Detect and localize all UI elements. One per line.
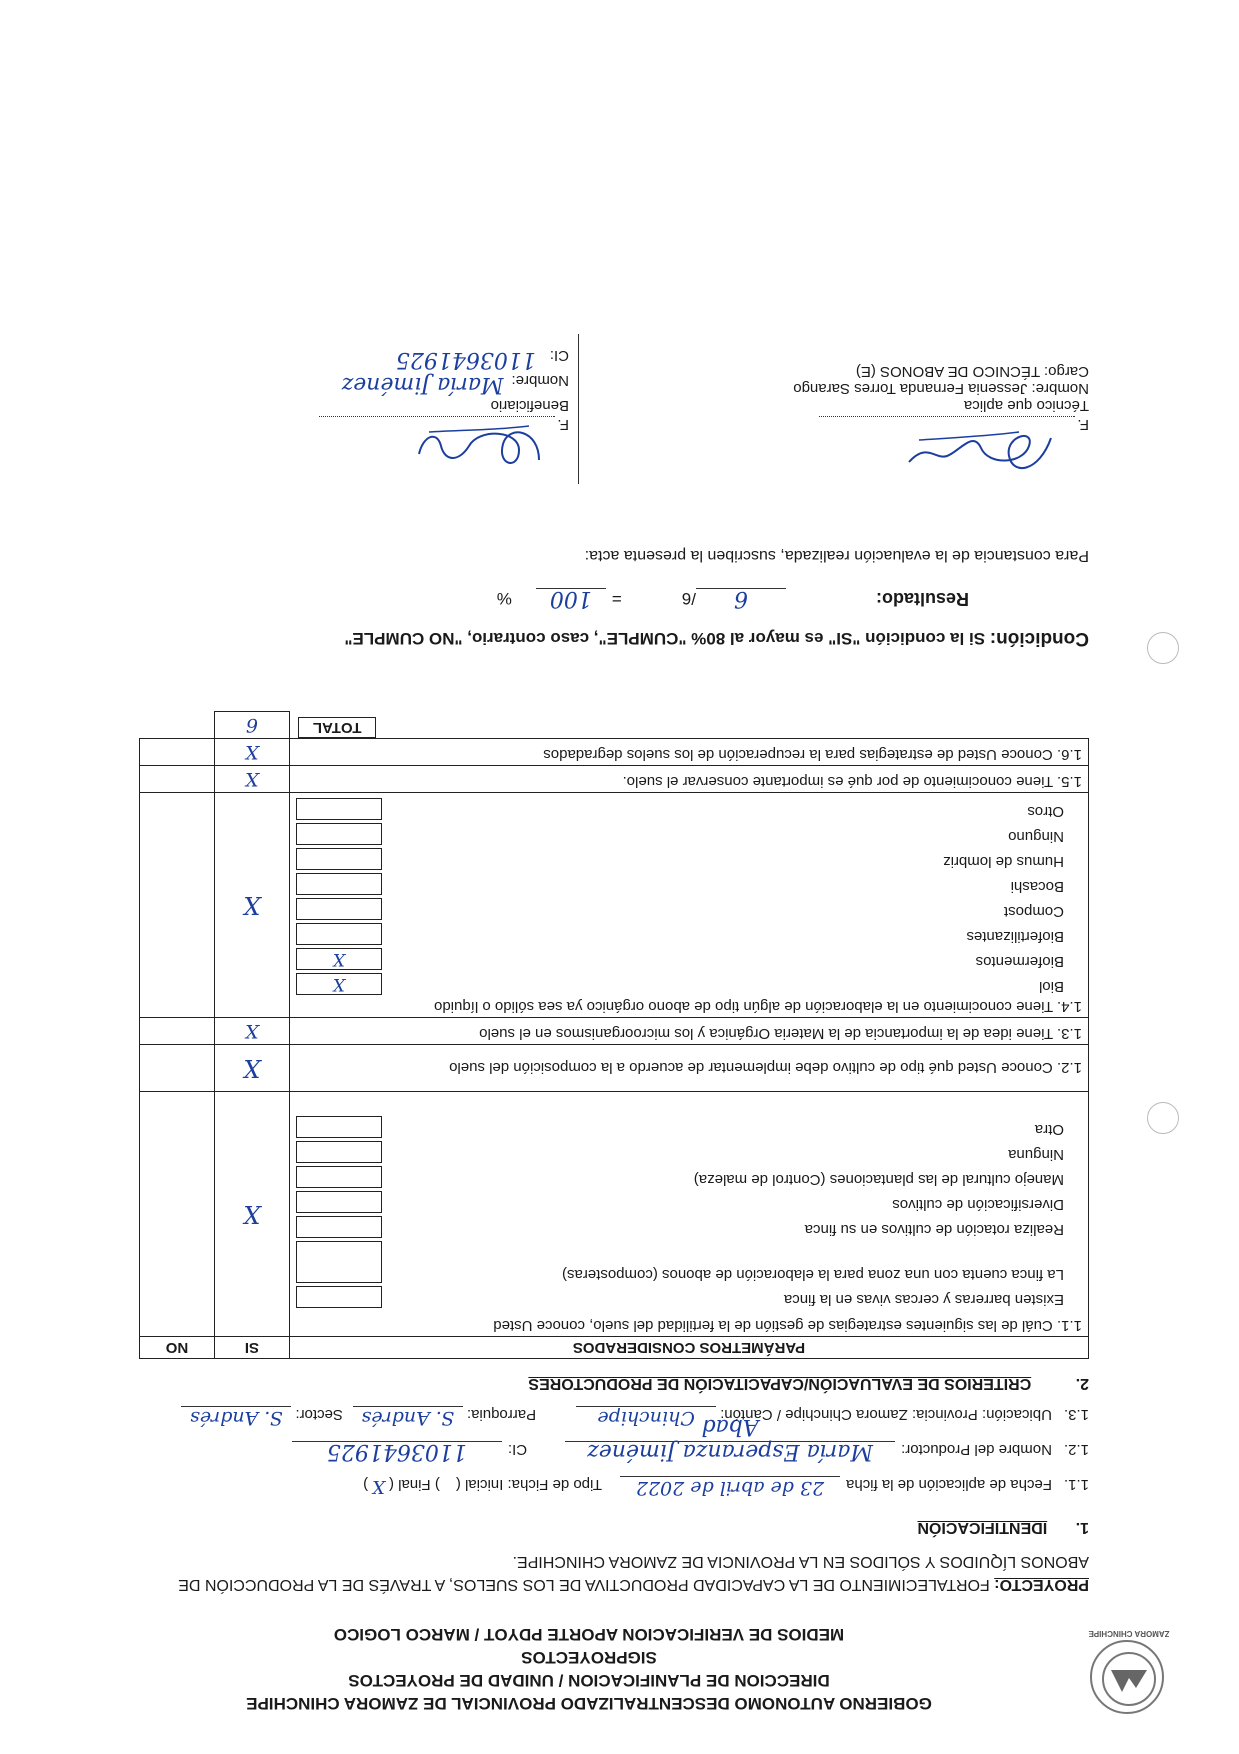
header-line-3: SIGPROYECTOS bbox=[521, 1648, 657, 1667]
criteria-number: 1.6. bbox=[1056, 746, 1082, 763]
option-1-4-g: Ninguno bbox=[296, 823, 1064, 845]
punch-hole-bottom bbox=[1147, 632, 1179, 664]
ubicacion-row bbox=[129, 1406, 1089, 1429]
option-1-4-f: Humus de lombriz bbox=[296, 848, 1064, 870]
option-1-4-c: Biofertilizantes bbox=[296, 923, 1064, 945]
beneficiario-name[interactable]: María Jiménez bbox=[341, 372, 504, 397]
criteria-row-1-6 bbox=[140, 739, 1089, 766]
criteria-row-1-4-question bbox=[296, 998, 1082, 1015]
parroquia-value[interactable]: S. Andrés bbox=[353, 1406, 463, 1429]
option-checkbox[interactable] bbox=[296, 798, 382, 820]
project-text: FORTALECIMIENTO DE LA CAPACIDAD PRODUCTIVA DE LOS SUELOS, A TRAVÉS DE LA PRODUCCIÓN DE ABONOS LÍQUIDOS Y SÓLIDOS EN LA PROVINCIA DE ZAMORA CHINCHIPE. bbox=[178, 1553, 1089, 1593]
criteria-text: Tiene conocimiento de por qué es importante conservar el suelo. bbox=[622, 773, 1054, 790]
option-checkbox[interactable] bbox=[296, 1241, 382, 1283]
criteria-row-1-5-no[interactable] bbox=[140, 766, 215, 793]
option-checkbox[interactable]: X bbox=[296, 948, 382, 970]
option-1-1-f: Ninguna bbox=[296, 1141, 1064, 1163]
criteria-row-1-2 bbox=[140, 1045, 1089, 1092]
criteria-table bbox=[139, 711, 1089, 1359]
fecha-row bbox=[139, 1476, 1089, 1499]
beneficiario-f-label: F. bbox=[557, 416, 569, 433]
section-1-title: IDENTIFICACIÓN bbox=[917, 1519, 1048, 1536]
option-checkbox[interactable] bbox=[296, 1286, 382, 1308]
option-checkbox[interactable]: X bbox=[296, 973, 382, 995]
criteria-row-1-3-no[interactable] bbox=[140, 1018, 215, 1045]
option-1-4-e: Bocashi bbox=[296, 873, 1064, 895]
tipo-final-mark[interactable]: X bbox=[372, 1476, 385, 1497]
criteria-text: Tiene idea de la importancia de la Materia Orgánica y los microorganismos en el suelo bbox=[479, 1025, 1054, 1042]
punch-hole-top bbox=[1147, 1102, 1179, 1134]
constancia-text: Para constancia de la evaluación realizada, suscriben la presenta acta: bbox=[584, 547, 1089, 564]
option-checkbox[interactable] bbox=[296, 1141, 382, 1163]
seal-text: ZAMORA CHINCHIPE bbox=[1088, 1629, 1170, 1638]
criteria-total-row bbox=[140, 712, 1089, 739]
criteria-row-1-5 bbox=[140, 766, 1089, 793]
productor-number: 1.2. bbox=[1063, 1441, 1089, 1458]
criteria-header-row bbox=[140, 1337, 1089, 1359]
option-1-1-a: Existen barreras y cercas vivas en la finca bbox=[296, 1286, 1064, 1308]
section-2-title: CRITERIOS DE EVALUACIÓN/CAPACITACIÓN DE PRODUCTORES bbox=[528, 1375, 1032, 1392]
signature-divider bbox=[578, 334, 579, 484]
criteria-text: Conoce Usted qué tipo de cultivo debe implementar de acuerdo a la composición del suelo bbox=[449, 1059, 1053, 1077]
project-block bbox=[149, 1550, 1089, 1596]
option-checkbox[interactable] bbox=[296, 1191, 382, 1213]
tecnico-signature-block bbox=[619, 363, 1089, 474]
criteria-text: Conoce Usted de estrategias para la recuperación de los suelos degradados bbox=[543, 746, 1053, 763]
criteria-row-1-1-no[interactable] bbox=[140, 1092, 215, 1337]
tecnico-signature bbox=[899, 416, 1059, 482]
option-1-4-h: Otros bbox=[296, 798, 1064, 820]
tecnico-cargo: Cargo: TÉCNICO DE ABONOS (E) bbox=[855, 363, 1089, 380]
result-percent: % bbox=[496, 589, 512, 608]
fecha-value[interactable]: 23 de abril de 2022 bbox=[620, 1476, 840, 1499]
result-equals: = bbox=[611, 589, 622, 608]
criteria-number: 1.2. bbox=[1056, 1059, 1082, 1077]
tipo-ficha-label: Tipo de Ficha: Inicial ( bbox=[455, 1476, 602, 1493]
tipo-close: ) bbox=[363, 1476, 369, 1493]
criteria-row-1-6-si[interactable]: X bbox=[214, 739, 289, 766]
beneficiario-ci[interactable]: 1103641925 bbox=[395, 347, 536, 372]
col-no: NO bbox=[140, 1337, 215, 1359]
tipo-final-label: ) Final ( bbox=[388, 1476, 440, 1493]
option-1-4-a: Biol X bbox=[296, 973, 1064, 995]
option-checkbox[interactable] bbox=[296, 1216, 382, 1238]
criteria-text: Tiene conocimiento en la elaboración de algún tipo de abono orgánico ya sea sólido o líquido bbox=[434, 998, 1054, 1015]
option-1-4-d: Compost bbox=[296, 898, 1064, 920]
criteria-row-1-3-si[interactable]: X bbox=[214, 1018, 289, 1045]
beneficiario-role: Beneficiario bbox=[490, 397, 569, 414]
beneficiario-ci-row bbox=[139, 347, 569, 372]
criteria-row-1-2-no[interactable] bbox=[140, 1045, 215, 1092]
criteria-number: 1.1. bbox=[1056, 1317, 1082, 1334]
option-1-1-d: Diversificación de cultivos bbox=[296, 1191, 1064, 1213]
condition-line bbox=[139, 627, 1089, 649]
header-line-1: GOBIERNO AUTONOMO DESCENTRALIZADO PROVINCIAL DE ZAMORA CHINCHIPE bbox=[246, 1694, 932, 1713]
option-1-1-c: Realiza rotación de cultivos en su finca bbox=[296, 1216, 1064, 1238]
condition-text: Si la condición "SI" es mayor al 80% "CUMPLE", caso contrario, "NO CUMPLE" bbox=[344, 629, 986, 648]
criteria-number: 1.5. bbox=[1056, 773, 1082, 790]
beneficiario-name-label: Nombre: bbox=[511, 372, 569, 389]
productor-value[interactable]: María Esperanza Jiménez Abad bbox=[565, 1441, 895, 1464]
result-value[interactable]: 100 bbox=[536, 588, 606, 611]
sector-label: Sector: bbox=[295, 1406, 343, 1423]
option-checkbox[interactable] bbox=[296, 923, 382, 945]
result-denominator: /6 bbox=[681, 589, 696, 608]
criteria-row-1-1-question bbox=[296, 1317, 1082, 1334]
tecnico-role: Técnico que aplica bbox=[963, 397, 1089, 414]
criteria-row-1-4-si[interactable]: X bbox=[214, 793, 289, 1018]
section-2-number: 2. bbox=[1075, 1375, 1089, 1392]
criteria-row-1-5-si[interactable]: X bbox=[214, 766, 289, 793]
option-1-1-e: Manejo cultural de las plantaciones (Control de maleza) bbox=[296, 1166, 1064, 1188]
productor-label: Nombre del Productor: bbox=[901, 1441, 1052, 1458]
parroquia-label: Parroquia: bbox=[466, 1406, 537, 1423]
option-checkbox[interactable] bbox=[296, 898, 382, 920]
canton-value[interactable]: Chinchipe bbox=[576, 1406, 716, 1429]
ubicacion-label: Ubicación: Provincia: Zamora Chinchipe / Cantón: bbox=[720, 1406, 1052, 1423]
criteria-row-1-4-no[interactable] bbox=[140, 793, 215, 1018]
result-numerator[interactable]: 6 bbox=[696, 588, 786, 611]
criteria-row-1-1 bbox=[140, 1092, 1089, 1337]
beneficiario-ci-label: CI: bbox=[549, 347, 569, 364]
total-si[interactable]: 6 bbox=[214, 712, 289, 739]
criteria-text: Cuál de las siguientes estrategias de gestión de la fertilidad del suelo, conoce Usted bbox=[493, 1317, 1053, 1334]
ubicacion-number: 1.3. bbox=[1063, 1406, 1089, 1423]
project-label: PROYECTO: bbox=[994, 1576, 1089, 1593]
option-checkbox[interactable] bbox=[296, 1166, 382, 1188]
option-checkbox[interactable] bbox=[296, 848, 382, 870]
ci-label: CI: bbox=[507, 1441, 528, 1458]
criteria-row-1-4 bbox=[140, 793, 1089, 1018]
header-line-2: DIRECCION DE PLANIFICACION / UNIDAD DE PROYECTOS bbox=[348, 1671, 830, 1690]
header-line-4: MEDIOS DE VERIFICACION APORTE PDYOT / MARCO LOGICO bbox=[333, 1625, 845, 1644]
section-1-heading bbox=[917, 1518, 1089, 1536]
col-si: SI bbox=[214, 1337, 289, 1359]
criteria-row-1-3 bbox=[140, 1018, 1089, 1045]
beneficiario-signature-block bbox=[139, 347, 569, 474]
provincial-seal bbox=[1090, 1640, 1164, 1714]
criteria-number: 1.3. bbox=[1056, 1025, 1082, 1042]
col-parametros: PARÁMETROS CONSIDERADOS bbox=[289, 1337, 1088, 1359]
total-label: TOTAL bbox=[298, 717, 377, 738]
criteria-row-1-6-no[interactable] bbox=[140, 739, 215, 766]
fecha-number: 1.1. bbox=[1063, 1476, 1089, 1493]
criteria-row-1-1-si[interactable]: X bbox=[214, 1092, 289, 1337]
option-1-1-b: La finca cuenta con una zona para la elaboración de abonos (composteras) bbox=[296, 1241, 1064, 1283]
section-2-heading bbox=[528, 1374, 1089, 1392]
criteria-row-1-1-params bbox=[289, 1092, 1088, 1337]
criteria-number: 1.4. bbox=[1056, 998, 1082, 1015]
result-label: Resultado: bbox=[875, 589, 969, 609]
beneficiario-name-row bbox=[139, 372, 569, 397]
option-checkbox[interactable] bbox=[296, 823, 382, 845]
option-1-4-b: Biofermentos X bbox=[296, 948, 1064, 970]
condition-label: Condición: bbox=[989, 628, 1089, 649]
beneficiario-signature bbox=[409, 414, 549, 480]
criteria-row-1-2-si[interactable]: X bbox=[214, 1045, 289, 1092]
ci-value[interactable]: 1103641925 bbox=[292, 1441, 502, 1464]
result-line bbox=[497, 588, 969, 611]
option-checkbox[interactable] bbox=[296, 1116, 382, 1138]
fecha-label: Fecha de aplicación de la ficha bbox=[846, 1476, 1052, 1493]
option-checkbox[interactable] bbox=[296, 873, 382, 895]
tecnico-name: Nombre: Jessenia Fernanda Torres Sarango bbox=[793, 380, 1089, 397]
option-1-1-g: Otra bbox=[296, 1116, 1064, 1138]
tecnico-f-label: F. bbox=[1077, 416, 1089, 433]
section-1-number: 1. bbox=[1075, 1519, 1089, 1536]
sector-value[interactable]: S. Andrés bbox=[181, 1406, 291, 1429]
